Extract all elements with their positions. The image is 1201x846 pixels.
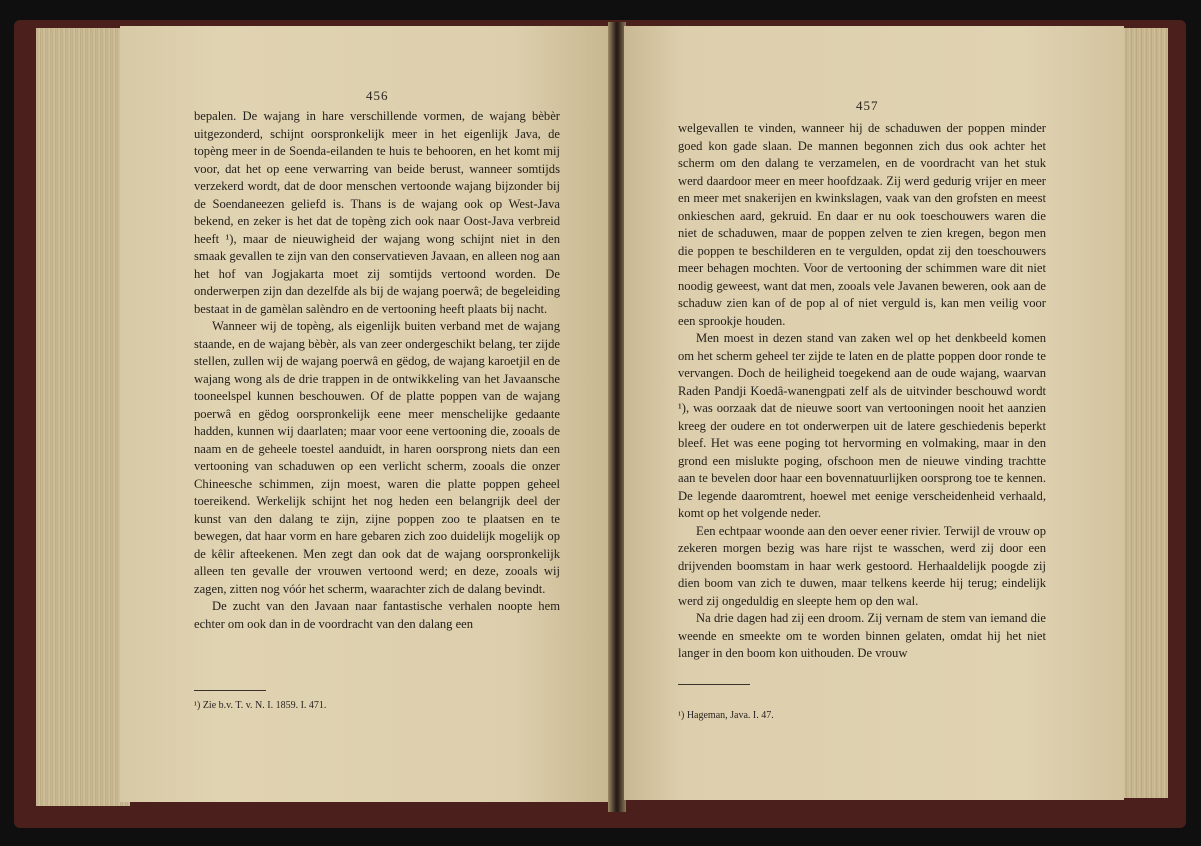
footnote: ¹) Zie b.v. T. v. N. I. 1859. I. 471.	[194, 700, 327, 711]
page-edges-left	[36, 28, 130, 806]
paragraph: bepalen. De wajang in hare verschillende vormen, de wajang bèbèr uitgezonderd, schijnt oorspronkelijk meer in het eigenlijk Java, de topèng meer in de Soenda-eilanden te huis te behooren, en het komt mij voor, dat het op eene verwarring van beide berust, wanneer somtijds verzekerd wordt, dat de door menschen vertoonde wajang bijzonder bij de Soendaneezen geliefd is. Thans is de wajang ook op West-Java bekend, en zeker is het dat de topèng zich ook naar Oost-Java verbreid heeft ¹), maar de nieuwigheid der wajang wong schijnt niet in den smaak gevallen te zijn van den conservatieven Javaan, en alleen nog aan het hof van Jogjakarta moet zij somtijds vertoond worden. De onderwerpen zijn dan dezelfde als bij de wajang poerwâ; de begeleiding bestaat in de gamèlan salèndro en de vertooning heeft plaats bij nacht.	[194, 109, 560, 316]
paragraph: Na drie dagen had zij een droom. Zij vernam de stem van iemand die weende en smeekte om te worden binnen gelaten, omdat hij het niet langer in den boom kon uithouden. De vrouw	[678, 611, 1046, 660]
left-page	[120, 26, 612, 802]
page-number: 457	[856, 98, 879, 113]
paragraph: Een echtpaar woonde aan den oever eener rivier. Terwijl de vrouw op zekeren morgen bezig was hare rijst te wasschen, werd zij door een drijvenden boomstam in haar werk gestoord. Herhaaldelijk poogde zij dien boom van zich te duwen, maar telkens keerde hij terug; eindelijk werd zij ongeduldig en sleepte hem op den wal.	[678, 523, 1046, 608]
page-body	[194, 108, 560, 633]
footnote-rule	[678, 684, 750, 685]
paragraph: De zucht van den Javaan naar fantastische verhalen noopte hem echter om ook dan in de voordracht van den dalang een	[194, 599, 560, 631]
paragraph: Wanneer wij de topèng, als eigenlijk buiten verband met de wajang staande, en de wajang bèbèr, als van zeer ondergeschikt belang, ter zijde stellen, zullen wij de wajang poerwâ en gëdog, de wajang karoetjil en de wajang wong als de drie trappen in de ontwikkeling van het Javaansche tooneelspel kunnen beschouwen. Of de platte poppen van de wajang poerwâ en gëdog oorspronkelijk eene meer menschelijke gedaante hadden, kunnen wij daarlaten; maar voor eene vertooning die, zooals de naam en de geheele toestel aanduidt, in haren oorsprong niets dan een vertooning van schaduwen op een verlicht scherm, zooals die onzer Chineesche schimmen, zijn moest, waren die platte poppen geheel toereikend. Werkelijk schijnt het nog heden een belangrijk deel der kunst van den dalang te zijn, zijne poppen zoo te plaatsen en te bewegen, dat haar vorm en hare gebaren zich zoo duidelijk mogelijk op de kêlir afteekenen. Men zegt dan ook dat de wajang oorspronkelijk alleen ten gevalle der vrouwen vertoond werd; en deze, zooals wij zagen, zitten nog vóór het scherm, waarachter zich de dalang bevindt.	[194, 319, 560, 596]
page-number: 456	[366, 88, 389, 103]
paragraph: Men moest in dezen stand van zaken wel op het denkbeeld komen om het scherm geheel ter zijde te laten en de platte poppen door ronde te vervangen. Doch de heiligheid toegekend aan de oude wajang, waarvan Raden Pandji Koedâ-wanengpati zelf als de uitvinder beschouwd wordt ¹), was oorzaak dat de nieuwe soort van vertooningen nooit het aanzien kreeg der oudere en tot onderwerpen uit de latere geschiedenis beperkt bleef. Het was eene poging tot hervorming en volmaking, maar in den grond een mislukte poging, ofschoon men de nieuwe vinding trachtte aan te bevelen door haar een bovennatuurlijken oorsprong toe te kennen. De legende daaromtrent, hoewel met eenige verscheidenheid verhaald, komt op het volgende neder.	[678, 331, 1046, 520]
page-body	[678, 120, 1046, 663]
footnote-rule	[194, 690, 266, 691]
page-edges-right	[1118, 28, 1168, 798]
paragraph: welgevallen te vinden, wanneer hij de schaduwen der poppen minder goed kon gade slaan. De mannen begonnen zich dus ook achter het scherm om den dalang te verzamelen, en de voordracht van het stuk werd daardoor meer en meer hoofdzaak. Zij werd gedurig vrijer en meer en meer met snakerijen en kwinkslagen, vaak van den grofsten en meest onkieschen aard, gekruid. En daar er nu ook toeschouwers waren die niet de schaduwen, maar de poppen zelven te zien kregen, begon men die poppen te beschilderen en te vergulden, opdat zij den toeschouwers meer behagen mochten. Voor de vertooning der schimmen ware dit niet noodig geweest, want dat men, zooals vele Javanen beweren, ook aan de schaduw zien kan of de pop al of niet verguld is, kan men veilig voor een sprookje houden.	[678, 121, 1046, 328]
right-page	[624, 26, 1124, 800]
footnote: ¹) Hageman, Java. I. 47.	[678, 710, 774, 721]
